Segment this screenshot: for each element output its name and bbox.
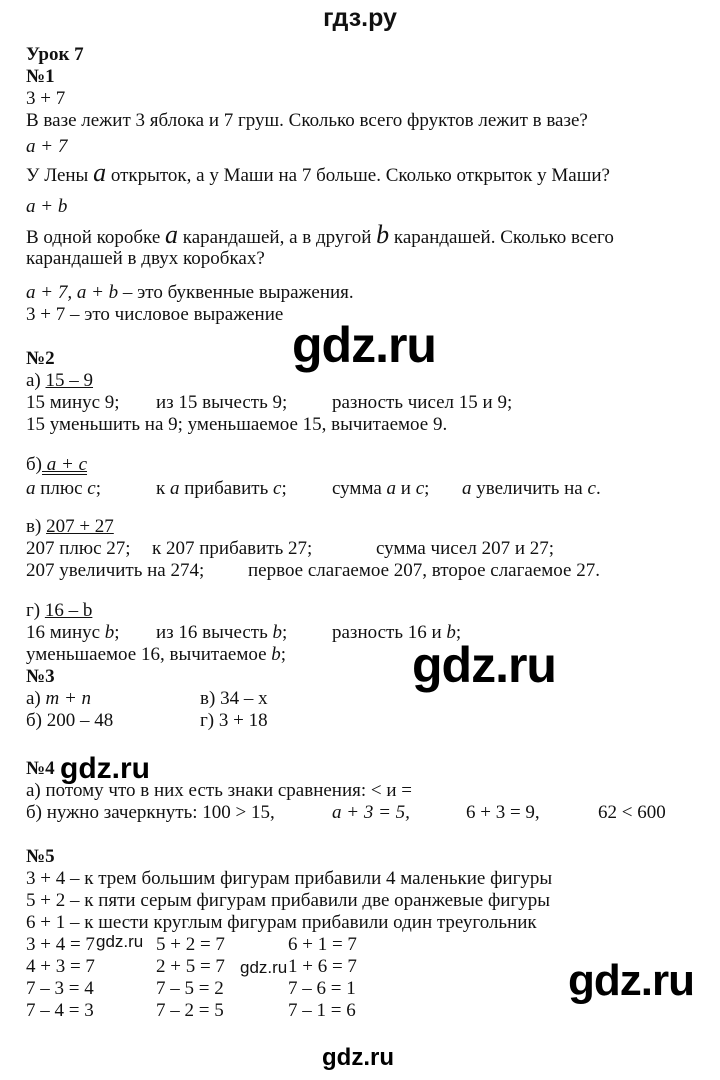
- task2g-heading: г) 16 – b: [26, 600, 93, 621]
- variable-a: a: [165, 220, 179, 249]
- task1-expr2: a + 7: [26, 136, 68, 157]
- task1-expr3: a + b: [26, 196, 68, 217]
- watermark: gdz.ru: [568, 956, 694, 1005]
- task1-text3: В одной коробке a карандашей, а в другой b карандашей. Сколько всего: [26, 220, 614, 249]
- task2b-heading: б) a + c: [26, 454, 88, 475]
- task1-text1: В вазе лежит 3 яблока и 7 груш. Сколько всего фруктов лежит в вазе?: [26, 110, 588, 131]
- task2a-heading: а) 15 – 9: [26, 370, 94, 391]
- task2g-expression: 16 – b: [44, 600, 93, 621]
- task2-number: №2: [26, 348, 55, 369]
- watermark: gdz.ru: [292, 317, 436, 373]
- task5-line: 3 + 4 – к трем большим фигурам прибавили 4 маленькие фигуры: [26, 868, 553, 889]
- task2a-expression: 15 – 9: [45, 370, 94, 391]
- task2v-expression: 207 + 27: [46, 516, 114, 537]
- task1-conclusion2: 3 + 7 – это числовое выражение: [26, 304, 284, 325]
- watermark: gdz.ru: [60, 752, 150, 785]
- watermark: gdz.ru: [96, 932, 144, 951]
- task5-line: 6 + 1 – к шести круглым фигурам прибавили один треугольник: [26, 912, 537, 933]
- task1-text3-line2: карандашей в двух коробках?: [26, 248, 265, 269]
- task1-expr1: 3 + 7: [26, 88, 66, 109]
- task4-number: №4: [26, 758, 55, 779]
- lesson-title: Урок 7: [26, 44, 84, 65]
- task5-number: №5: [26, 846, 55, 867]
- task1-number: №1: [26, 66, 55, 87]
- task2a-line2: 15 уменьшить на 9; уменьшаемое 15, вычитаемое 9.: [26, 414, 448, 435]
- task2g-line2: уменьшаемое 16, вычитаемое b;: [26, 644, 287, 665]
- footer-watermark: gdz.ru: [322, 1044, 394, 1071]
- variable-b: b: [376, 220, 390, 249]
- task2v-heading: в) 207 + 27: [26, 516, 114, 537]
- variable-a: a: [93, 158, 107, 187]
- site-title: гдз.ру: [323, 4, 397, 32]
- task3-number: №3: [26, 666, 55, 687]
- task5-line: 5 + 2 – к пяти серым фигурам прибавили две оранжевые фигуры: [26, 890, 550, 911]
- task2b-expression: a + c: [42, 454, 88, 475]
- task1-text2: У Лены a открыток, а у Маши на 7 больше. Сколько открыток у Маши?: [26, 158, 610, 187]
- watermark: gdz.ru: [240, 958, 288, 977]
- task1-conclusion1: a + 7, a + b – это буквенные выражения.: [26, 282, 354, 303]
- task4-a: а) потому что в них есть знаки сравнения: < и =: [26, 780, 413, 801]
- watermark: gdz.ru: [412, 637, 556, 693]
